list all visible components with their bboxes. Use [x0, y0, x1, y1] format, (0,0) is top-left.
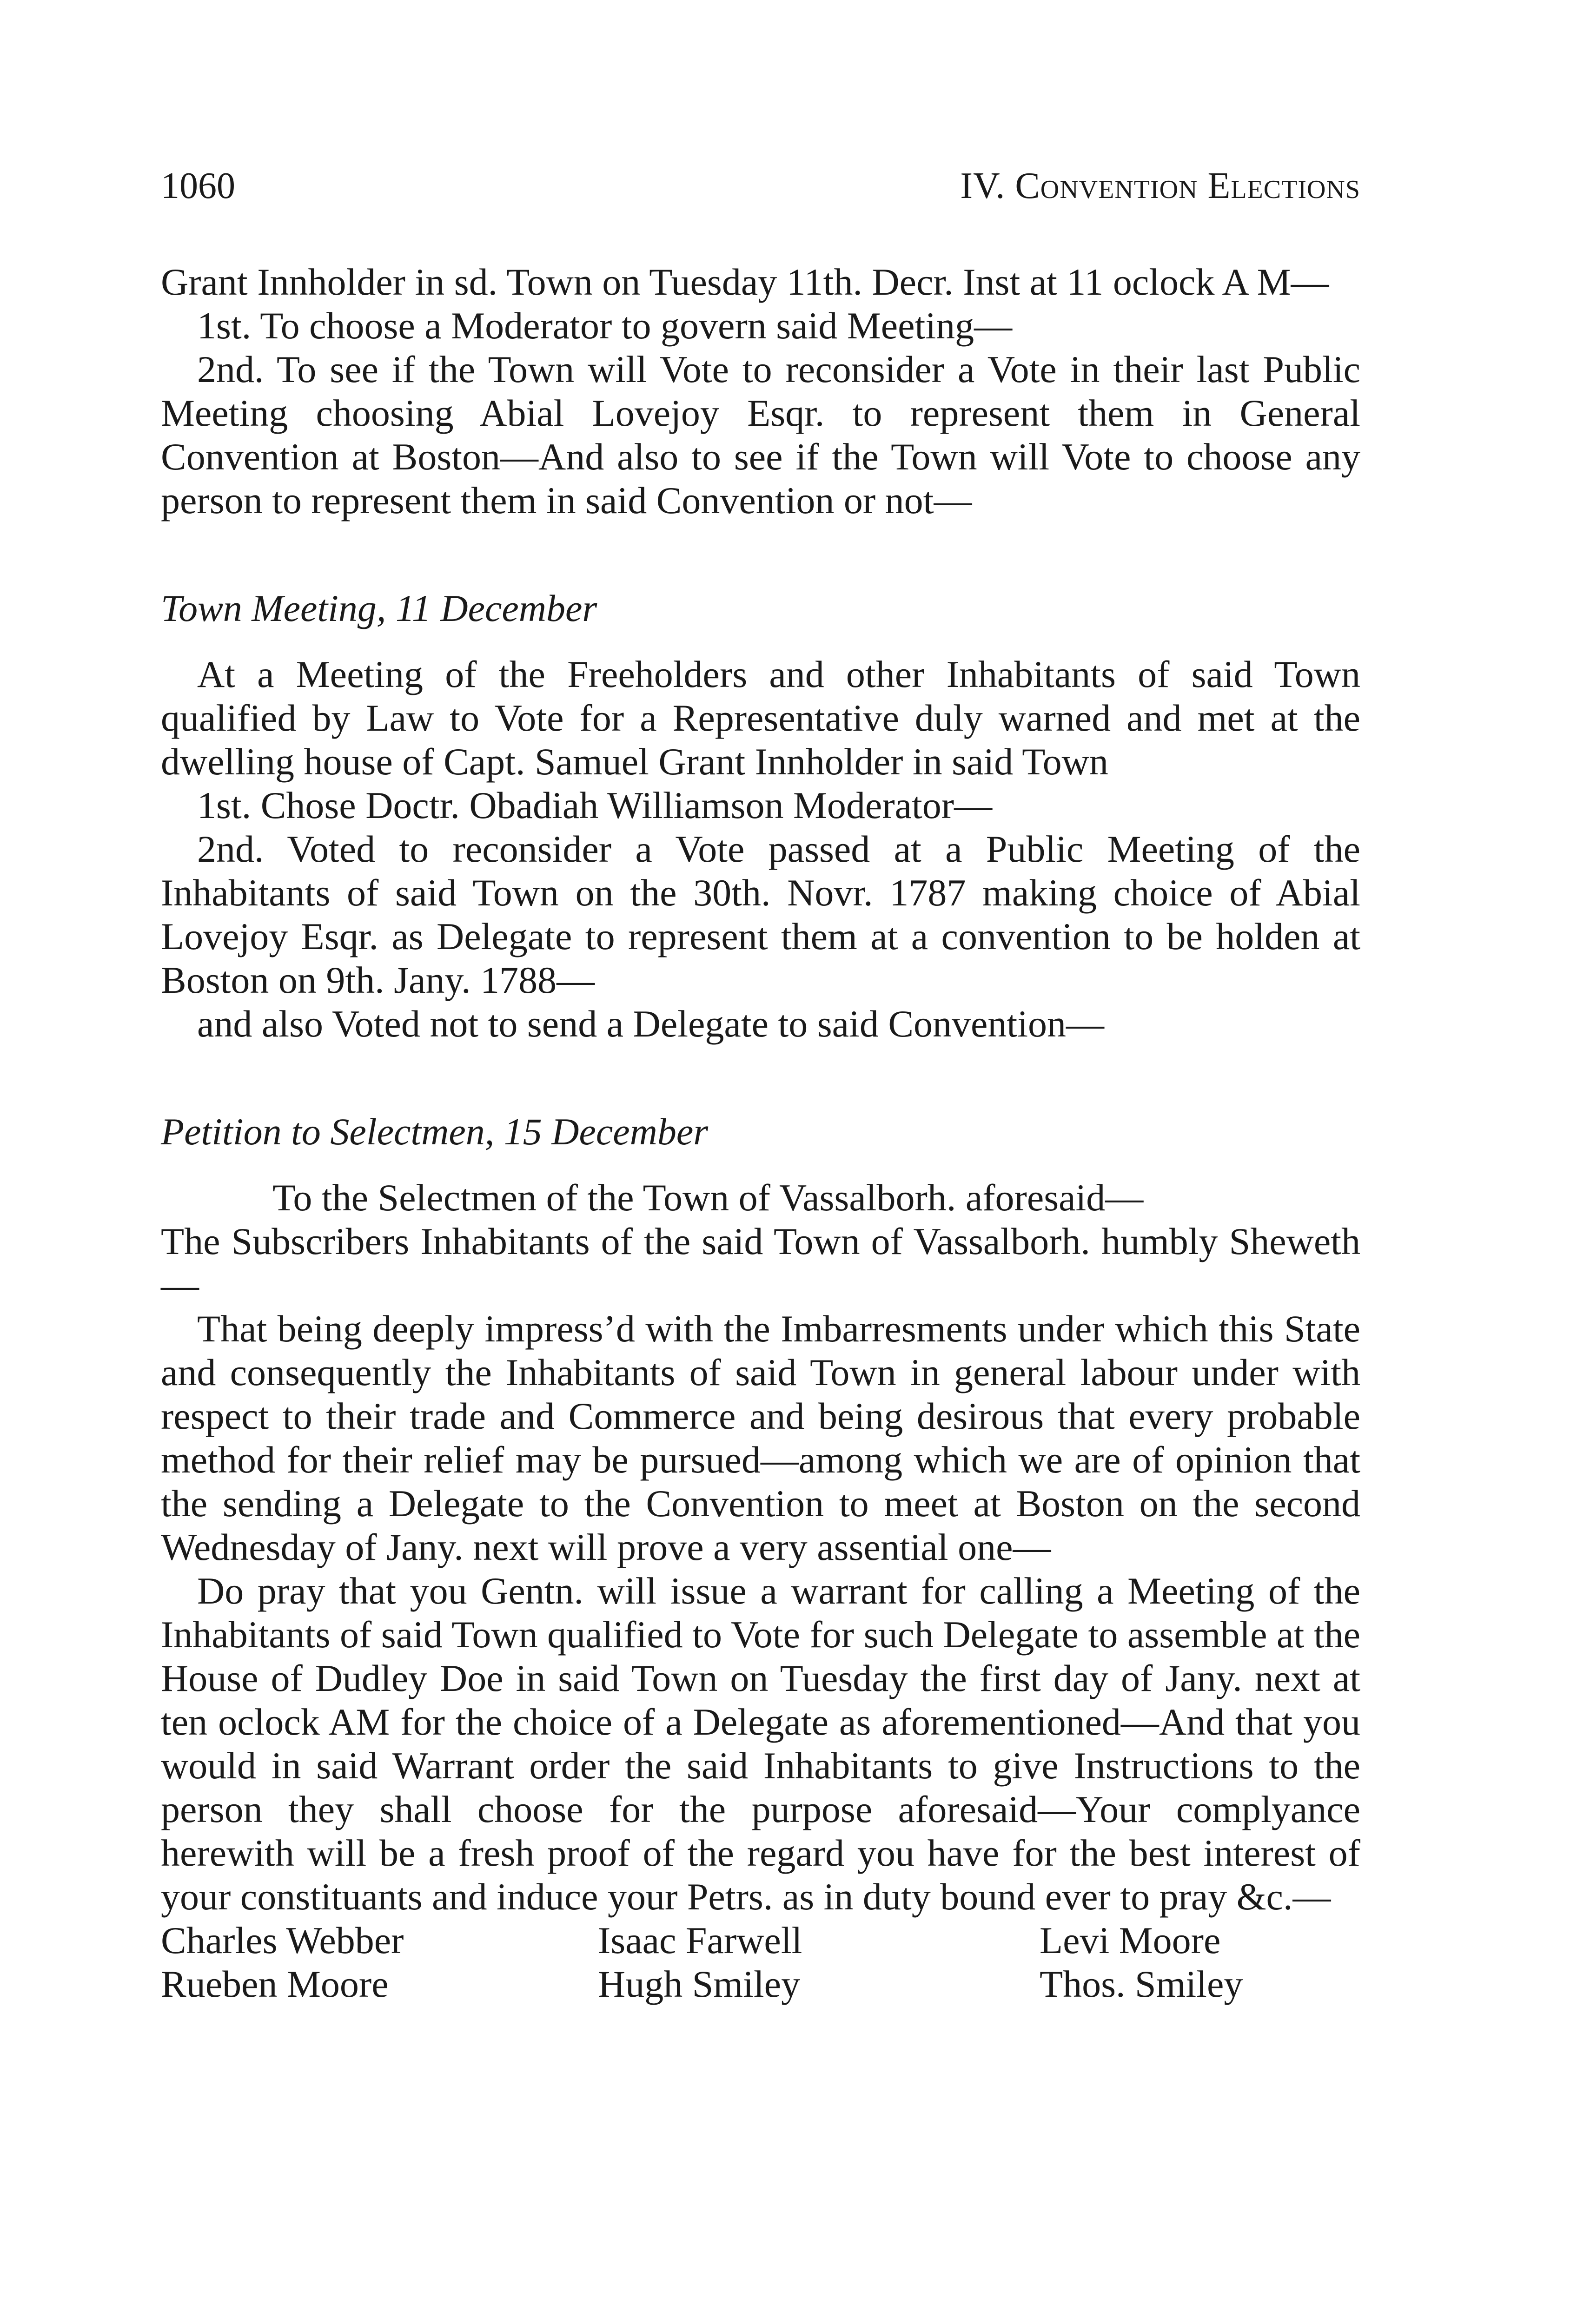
- running-title: IV. Convention Elections: [960, 165, 1360, 206]
- signature: Levi Moore: [1040, 1919, 1221, 1961]
- body-text: [161, 260, 1360, 2006]
- petition-opening: The Subscribers Inhabitants of the said Town of Vassalborh. humbly Sheweth—: [161, 1220, 1360, 1306]
- paragraph: Do pray that you Gentn. will issue a warrant for calling a Meeting of the Inhabitants of said Town qualified to Vote for such Delegate to assemble at the House of Dudley Doe in said Town on Tuesday the first day of Jany. next at ten oclock AM for the choice of a Delegate as aforementioned—And that you would in said Warrant order the said Inhabitants to give Instructions to the person they shall choose for the purpose aforesaid—Your complyance herewith will be a fresh proof of the regard you have for the best interest of your constituants and induce your Petrs. as in duty bound ever to pray &c.—: [161, 1570, 1360, 1918]
- signature: Thos. Smiley: [1040, 1963, 1243, 2005]
- paragraph: 1st. Chose Doctr. Obadiah Williamson Moderator—: [197, 784, 993, 826]
- signature: Hugh Smiley: [598, 1963, 801, 2005]
- paragraph: At a Meeting of the Freeholders and other Inhabitants of said Town qualified by Law to Vote for a Representative duly warned and met at the dwelling house of Capt. Samuel Grant Innholder in said Town: [161, 653, 1360, 783]
- section-heading-petition: Petition to Selectmen, 15 December: [161, 1110, 709, 1153]
- petition-addressee: To the Selectmen of the Town of Vassalborh. aforesaid—: [272, 1176, 1144, 1219]
- signature-block: [161, 1919, 1360, 2006]
- signature: Charles Webber: [161, 1919, 404, 1961]
- paragraph: and also Voted not to send a Delegate to said Convention—: [197, 1003, 1104, 1045]
- warrant-line: Grant Innholder in sd. Town on Tuesday 11th. Decr. Inst at 11 oclock A M—: [161, 261, 1329, 303]
- page-number: 1060: [161, 165, 235, 206]
- paragraph: 2nd. Voted to reconsider a Vote passed at a Public Meeting of the Inhabitants of said Town on the 30th. Novr. 1787 making choice of Abial Lovejoy Esqr. as Delegate to represent them at a convention to be holden at Boston on 9th. Jany. 1788—: [161, 828, 1360, 1001]
- signature: Isaac Farwell: [598, 1919, 802, 1961]
- section-heading-town-meeting: Town Meeting, 11 December: [161, 587, 597, 629]
- warrant-line: 2nd. To see if the Town will Vote to reconsider a Vote in their last Public Meeting choosing Abial Lovejoy Esqr. to represent them in General Convention at Boston—And also to see if the Town will Vote to choose any person to represent them in said Convention or not—: [161, 348, 1360, 522]
- signature: Rueben Moore: [161, 1963, 389, 2005]
- warrant-line: 1st. To choose a Moderator to govern said Meeting—: [197, 304, 1013, 347]
- paragraph: That being deeply impress’d with the Imbarresments under which this State and consequently the Inhabitants of said Town in general labour under with respect to their trade and Commerce and being desirous that every probable method for their relief may be pursued—among which we are of opinion that the sending a Delegate to the Convention to meet at Boston on the second Wednesday of Jany. next will prove a very assential one—: [161, 1307, 1360, 1568]
